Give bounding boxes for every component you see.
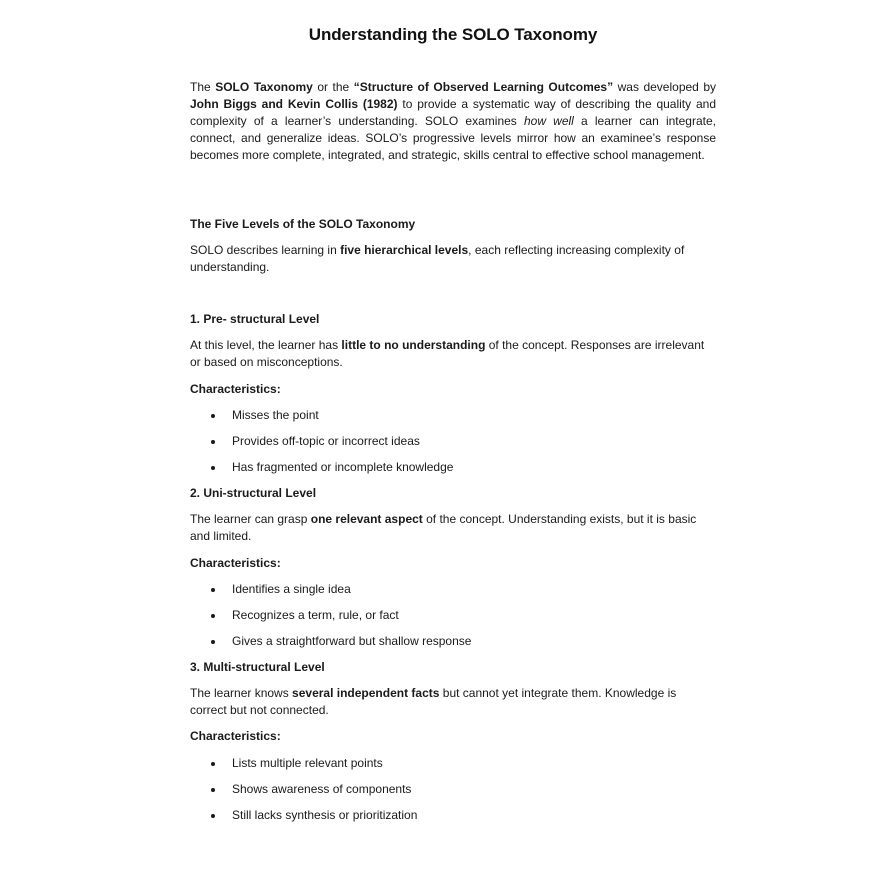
intro-bold-authors: John Biggs and Kevin Collis (1982) bbox=[190, 97, 398, 111]
level-1-description bbox=[190, 337, 716, 371]
five-levels-text: , each reflecting increasing complexity of understanding. bbox=[190, 243, 685, 274]
intro-text: was developed by bbox=[613, 80, 717, 94]
level-3-text: but cannot yet integrate them. Knowledge is correct but not connected. bbox=[190, 686, 677, 717]
page-title: Understanding the SOLO Taxonomy bbox=[308, 25, 598, 44]
level-2-text: The learner can grasp bbox=[190, 512, 311, 526]
list-item bbox=[190, 433, 716, 459]
list-item bbox=[190, 607, 716, 633]
level-1-heading: 1. Pre- structural Level bbox=[190, 312, 320, 326]
intro-italic-how-well: how well bbox=[523, 114, 574, 128]
section-heading-five-levels: The Five Levels of the SOLO Taxonomy bbox=[190, 217, 416, 231]
intro-bold-solo: SOLO Taxonomy bbox=[215, 80, 313, 94]
level-2-characteristics-list bbox=[190, 581, 716, 659]
intro-text: The bbox=[190, 80, 216, 94]
level-2-heading: 2. Uni-structural Level bbox=[190, 486, 317, 500]
list-item-text: Shows awareness of components bbox=[232, 782, 412, 796]
list-item bbox=[190, 407, 716, 433]
level-3-bold: several independent facts bbox=[292, 686, 440, 700]
level-3-description bbox=[190, 685, 716, 719]
list-item-text: Identifies a single idea bbox=[232, 582, 351, 596]
list-item-text: Lists multiple relevant points bbox=[232, 756, 383, 770]
list-item-text: Has fragmented or incomplete knowledge bbox=[232, 460, 454, 474]
level-2-text: of the concept. Understanding exists, but it is basic and limited. bbox=[190, 512, 697, 543]
level-1-bold: little to no understanding bbox=[341, 338, 486, 352]
bullet-icon bbox=[211, 466, 215, 470]
list-item bbox=[190, 459, 716, 485]
intro-bold-structure: “Structure of Observed Learning Outcomes” bbox=[353, 80, 614, 94]
level-3-text: The learner knows bbox=[190, 686, 293, 700]
level-2-bold: one relevant aspect bbox=[310, 512, 423, 526]
bullet-icon bbox=[211, 614, 215, 618]
level-2-characteristics-label: Characteristics: bbox=[190, 556, 281, 570]
bullet-icon bbox=[211, 414, 215, 418]
level-1-text: At this level, the learner has bbox=[190, 338, 342, 352]
bullet-icon bbox=[211, 814, 215, 818]
list-item-text: Provides off-topic or incorrect ideas bbox=[232, 434, 420, 448]
list-item bbox=[190, 581, 716, 607]
level-1-characteristics-list bbox=[190, 407, 716, 485]
intro-text: or the bbox=[312, 80, 354, 94]
bullet-icon bbox=[211, 788, 215, 792]
bullet-icon bbox=[211, 640, 215, 644]
level-2-description bbox=[190, 511, 716, 545]
five-levels-text: SOLO describes learning in bbox=[190, 243, 341, 257]
level-3-characteristics-label: Characteristics: bbox=[190, 729, 281, 743]
intro-text: a learner can integrate, connect, and generalize ideas. SOLO’s progressive levels mirror how an examinee’s response becomes more complete, integrated, and strategic, skills central to effective school management. bbox=[190, 114, 716, 162]
intro-text: to provide a systematic way of describing the quality and complexity of a learner’s understanding. SOLO examines bbox=[190, 97, 716, 128]
list-item bbox=[190, 781, 716, 807]
list-item bbox=[190, 633, 716, 659]
list-item-text: Misses the point bbox=[232, 408, 319, 422]
level-1-characteristics-label: Characteristics: bbox=[190, 382, 281, 396]
list-item-text: Gives a straightforward but shallow response bbox=[232, 634, 472, 648]
bullet-icon bbox=[211, 762, 215, 766]
bullet-icon bbox=[211, 440, 215, 444]
intro-paragraph bbox=[190, 79, 716, 164]
list-item-text: Still lacks synthesis or prioritization bbox=[232, 808, 418, 822]
list-item-text: Recognizes a term, rule, or fact bbox=[232, 608, 399, 622]
bullet-icon bbox=[211, 588, 215, 592]
five-levels-bold: five hierarchical levels bbox=[340, 243, 469, 257]
list-item bbox=[190, 807, 716, 833]
list-item bbox=[190, 755, 716, 781]
level-3-heading: 3. Multi-structural Level bbox=[190, 660, 325, 674]
five-levels-paragraph bbox=[190, 242, 716, 276]
level-1-text: of the concept. Responses are irrelevant or based on misconceptions. bbox=[190, 338, 705, 369]
level-3-characteristics-list bbox=[190, 755, 716, 833]
